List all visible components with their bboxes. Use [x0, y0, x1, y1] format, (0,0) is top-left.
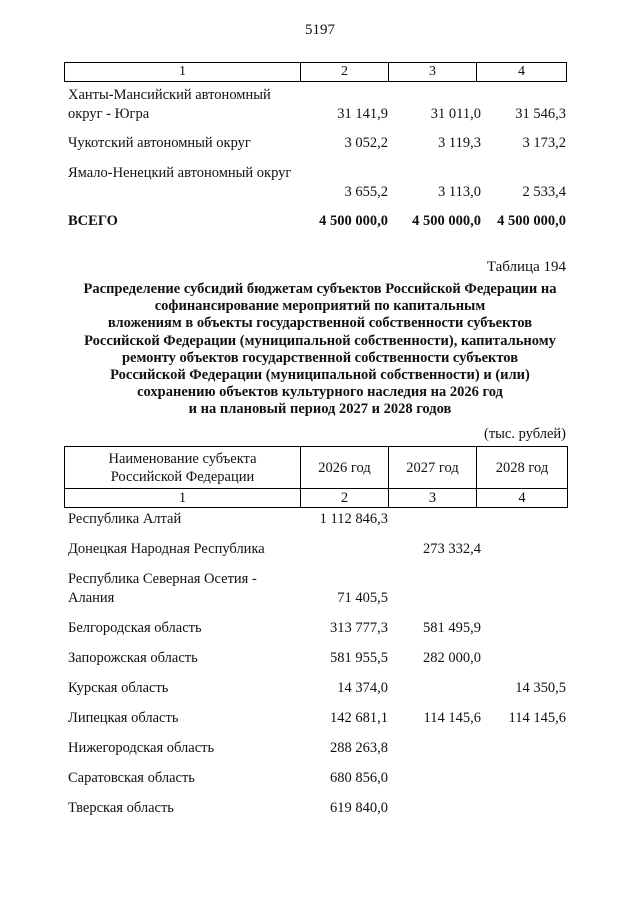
value-2028: 14 350,5: [515, 680, 566, 696]
col-number-2: 2: [301, 489, 389, 508]
value-2026: 288 263,8: [330, 740, 388, 756]
value-2026: 313 777,3: [330, 620, 388, 636]
title-line: ремонту объектов государственной собственности субъектов: [121, 349, 519, 366]
title-line: Российской Федерации (муниципальной собственности) и (или): [110, 367, 530, 384]
col-number-3: 3: [389, 63, 477, 82]
region-name: Курская область: [68, 680, 169, 696]
col-number-1: 1: [65, 489, 301, 508]
value-2027: 282 000,0: [423, 650, 481, 666]
value-2028: 114 145,6: [508, 710, 566, 726]
region-name: Белгородская область: [68, 620, 202, 636]
value-2026: 680 856,0: [330, 770, 388, 786]
value-2026: 619 840,0: [330, 800, 388, 816]
value-2027: 3 113,0: [438, 184, 481, 200]
table-title: [60, 281, 580, 419]
title-line: Российской Федерации (муниципальной собственности), капитальному: [84, 332, 556, 349]
region-name: Ханты-Мансийский автономный округ - Югра: [68, 87, 271, 122]
title-line: и на плановый период 2027 и 2028 годов: [188, 401, 452, 418]
region-name: Ямало-Ненецкий автономный округ: [68, 165, 292, 181]
value-2026: 1 112 846,3: [319, 511, 388, 527]
region-name: Запорожская область: [68, 650, 198, 666]
region-name: Нижегородская область: [68, 740, 215, 756]
units-label: (тыс. рублей): [484, 426, 566, 442]
total-2027: 4 500 000,0: [412, 213, 481, 229]
table-label: Таблица 194: [486, 259, 566, 275]
region-name: Тверская область: [68, 800, 174, 816]
region-name: Саратовская область: [68, 770, 195, 786]
value-2027: 31 011,0: [430, 106, 481, 122]
value-2026: 3 052,2: [344, 135, 388, 151]
col-number-4: 4: [477, 489, 568, 508]
title-line: вложениям в объекты государственной собственности субъектов: [107, 315, 533, 332]
title-line: софинансирование мероприятий по капитальным: [154, 298, 486, 315]
header-2026: 2026 год: [301, 447, 389, 489]
page-number: 5197: [305, 22, 335, 38]
region-name: Донецкая Народная Республика: [68, 541, 265, 557]
region-name: Республика Северная Осетия - Алания: [68, 571, 257, 606]
value-2026: 581 955,5: [330, 650, 388, 666]
total-2026: 4 500 000,0: [319, 213, 388, 229]
value-2026: 14 374,0: [337, 680, 388, 696]
value-2028: 3 173,2: [522, 135, 566, 151]
header-2028: 2028 год: [477, 447, 568, 489]
value-2028: 31 546,3: [515, 106, 566, 122]
value-2026: 71 405,5: [337, 590, 388, 606]
value-2026: 3 655,2: [344, 184, 388, 200]
col-number-2: 2: [301, 63, 389, 82]
region-name: Республика Алтай: [68, 511, 182, 527]
value-2026: 142 681,1: [330, 710, 388, 726]
top-table-header: [64, 62, 567, 82]
header-2027: 2027 год: [389, 447, 477, 489]
value-2027: 273 332,4: [423, 541, 481, 557]
main-table-header: [64, 446, 568, 508]
col-number-3: 3: [389, 489, 477, 508]
title-line: сохранению объектов культурного наследия на 2026 год: [137, 384, 503, 401]
value-2026: 31 141,9: [337, 106, 388, 122]
col-number-4: 4: [477, 63, 567, 82]
total-label: ВСЕГО: [68, 213, 118, 229]
value-2028: 2 533,4: [522, 184, 566, 200]
total-2028: 4 500 000,0: [497, 213, 566, 229]
value-2027: 3 119,3: [438, 135, 481, 151]
region-name: Чукотский автономный округ: [68, 135, 251, 151]
region-name: Липецкая область: [68, 710, 179, 726]
value-2027: 114 145,6: [423, 710, 481, 726]
value-2027: 581 495,9: [423, 620, 481, 636]
header-region-name: Наименование субъекта Российской Федерации: [65, 447, 301, 489]
col-number-1: 1: [65, 63, 301, 82]
title-line: Распределение субсидий бюджетам субъектов Российской Федерации на: [83, 281, 557, 297]
